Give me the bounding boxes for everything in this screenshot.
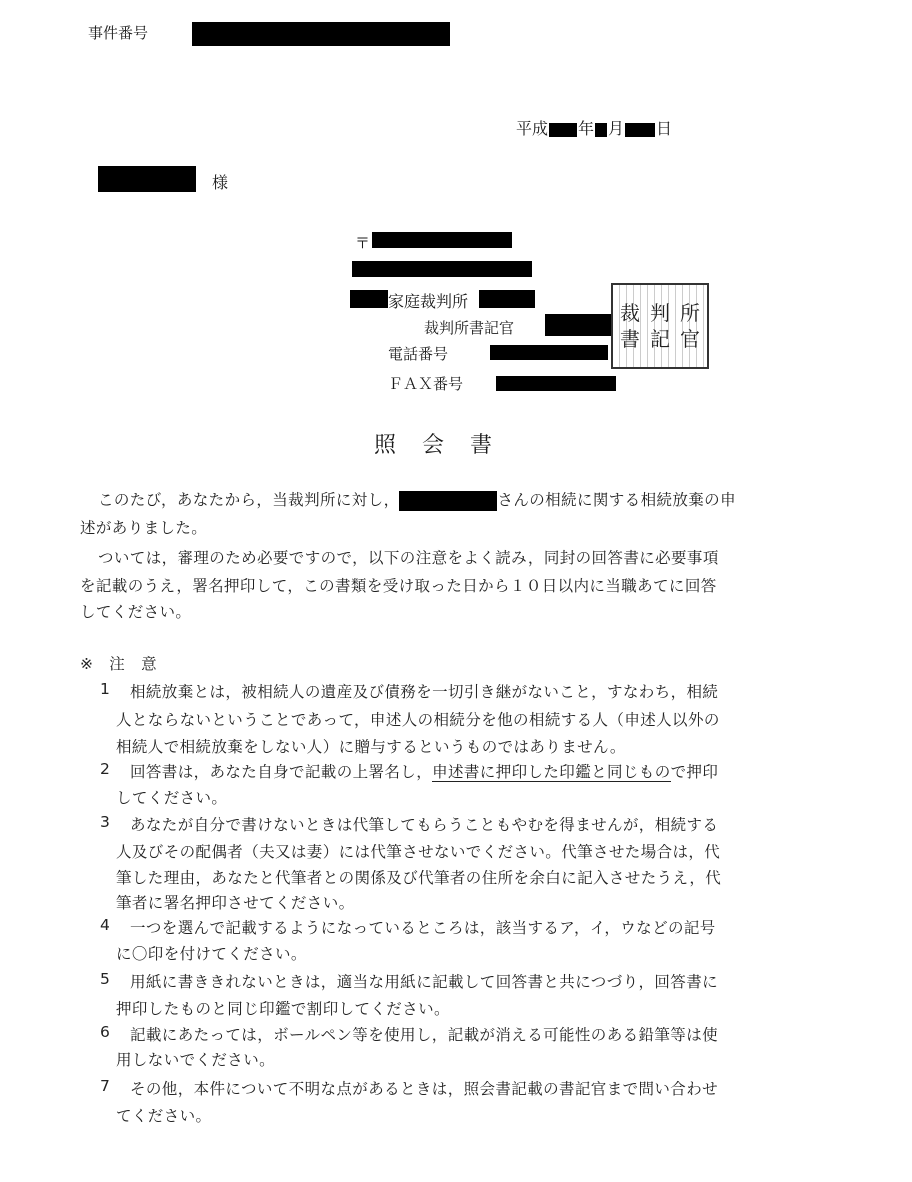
- decedent-name-redaction: [399, 491, 497, 511]
- note-number: 1: [100, 680, 111, 698]
- intro-line-1: [98, 488, 736, 511]
- seal-char: 裁: [620, 301, 640, 325]
- issue-date: [516, 116, 672, 139]
- date-day-suffix: 日: [656, 119, 673, 138]
- date-year-redaction: [549, 123, 577, 137]
- note-line: 相続人で相続放棄をしない人）に贈与するというものではありません。: [116, 738, 626, 756]
- clerk-title: 裁判所書記官: [424, 319, 515, 337]
- note-line: 相続放棄とは，被相続人の遺産及び債務を一切引き継がないこと，すなわち，相続: [130, 683, 719, 701]
- note-line: 用しないでください。: [116, 1051, 276, 1069]
- address-redaction: [352, 261, 532, 277]
- case-number-label: 事件番号: [88, 24, 149, 42]
- note-line: 人とならないということであって，申述人の相続分を他の相続する人（申述人以外の: [116, 711, 720, 729]
- postal-mark: 〒: [355, 234, 371, 252]
- fax-number-redaction: [496, 376, 616, 391]
- note-line: 押印したものと同じ印鑑で割印してください。: [116, 1000, 450, 1018]
- case-number-redaction: [192, 22, 450, 46]
- note-line: その他，本件について不明な点があるときは，照会書記載の書記官まで問い合わせ: [130, 1080, 718, 1098]
- note-line: てください。: [116, 1107, 212, 1125]
- note-text: 回答書は，あなた自身で記載の上署名し，: [130, 763, 433, 781]
- date-month-suffix: 月: [608, 119, 625, 138]
- intro-line-5: してください。: [80, 603, 192, 621]
- notes-heading: ※ 注 意: [80, 655, 157, 673]
- addressee-honorific: 様: [212, 173, 229, 192]
- note-line: に〇印を付けてください。: [116, 945, 307, 963]
- intro-line-2: 述がありました。: [80, 519, 208, 537]
- date-day-redaction: [625, 123, 655, 137]
- addressee-name-redaction: [98, 166, 196, 192]
- official-seal-stamp: [611, 283, 709, 369]
- court-location-redaction: [350, 290, 388, 308]
- note-line: 筆者に署名押印させてください。: [116, 894, 355, 912]
- seal-char: 記: [650, 327, 670, 351]
- fax-label: ＦＡＸ番号: [388, 375, 464, 393]
- note-number: 6: [100, 1023, 111, 1041]
- court-branch-redaction: [479, 290, 535, 308]
- intro-line-4: を記載のうえ，署名押印して，この書類を受け取った日から１０日以内に当職あてに回答: [80, 577, 717, 595]
- intro-line-3: ついては，審理のため必要ですので，以下の注意をよく読み，同封の回答書に必要事項: [98, 549, 719, 567]
- note-line: 筆した理由，あなたと代筆者との関係及び代筆者の住所を余白に記入させたうえ，代: [116, 869, 722, 887]
- note-line: [130, 760, 718, 782]
- note-number: 7: [100, 1077, 111, 1095]
- postal-address-redaction: [372, 232, 512, 248]
- seal-char: 官: [680, 327, 700, 351]
- note-line: 一つを選んで記載するようになっているところは，該当するア，イ，ウなどの記号: [130, 919, 716, 937]
- note-number: 5: [100, 970, 111, 988]
- phone-label: 電話番号: [388, 345, 449, 363]
- seal-char: 所: [680, 301, 700, 325]
- phone-number-redaction: [490, 345, 608, 360]
- seal-char: 判: [650, 301, 670, 325]
- date-year-suffix: 年: [578, 119, 595, 138]
- note-line: あなたが自分で書けないときは代筆してもらうこともやむを得ませんが，相続する: [130, 816, 719, 834]
- note-line: 人及びその配偶者（夫又は妻）には代筆させないでください。代筆させた場合は，代: [116, 843, 721, 861]
- note-text: で押印: [670, 763, 719, 781]
- note-line: してください。: [116, 789, 228, 807]
- date-era: 平成: [516, 119, 549, 138]
- note-line: 用紙に書ききれないときは，適当な用紙に記載して回答書と共につづり，回答書に: [130, 973, 718, 991]
- intro-text: このたび，あなたから，当裁判所に対し，: [98, 491, 400, 509]
- date-month-redaction: [595, 123, 607, 137]
- note-number: 2: [100, 760, 111, 778]
- document-title: 照会書: [374, 433, 519, 458]
- note-number: 4: [100, 916, 111, 934]
- court-name: 家庭裁判所: [388, 292, 469, 311]
- note-number: 3: [100, 813, 111, 831]
- seal-char: 書: [620, 327, 640, 351]
- note-underlined-text: 申述書に押印した印鑑と同じもの: [432, 763, 671, 781]
- intro-text: さんの相続に関する相続放棄の申: [497, 491, 736, 509]
- note-line: 記載にあたっては，ボールペン等を使用し，記載が消える可能性のある鉛筆等は使: [130, 1026, 718, 1044]
